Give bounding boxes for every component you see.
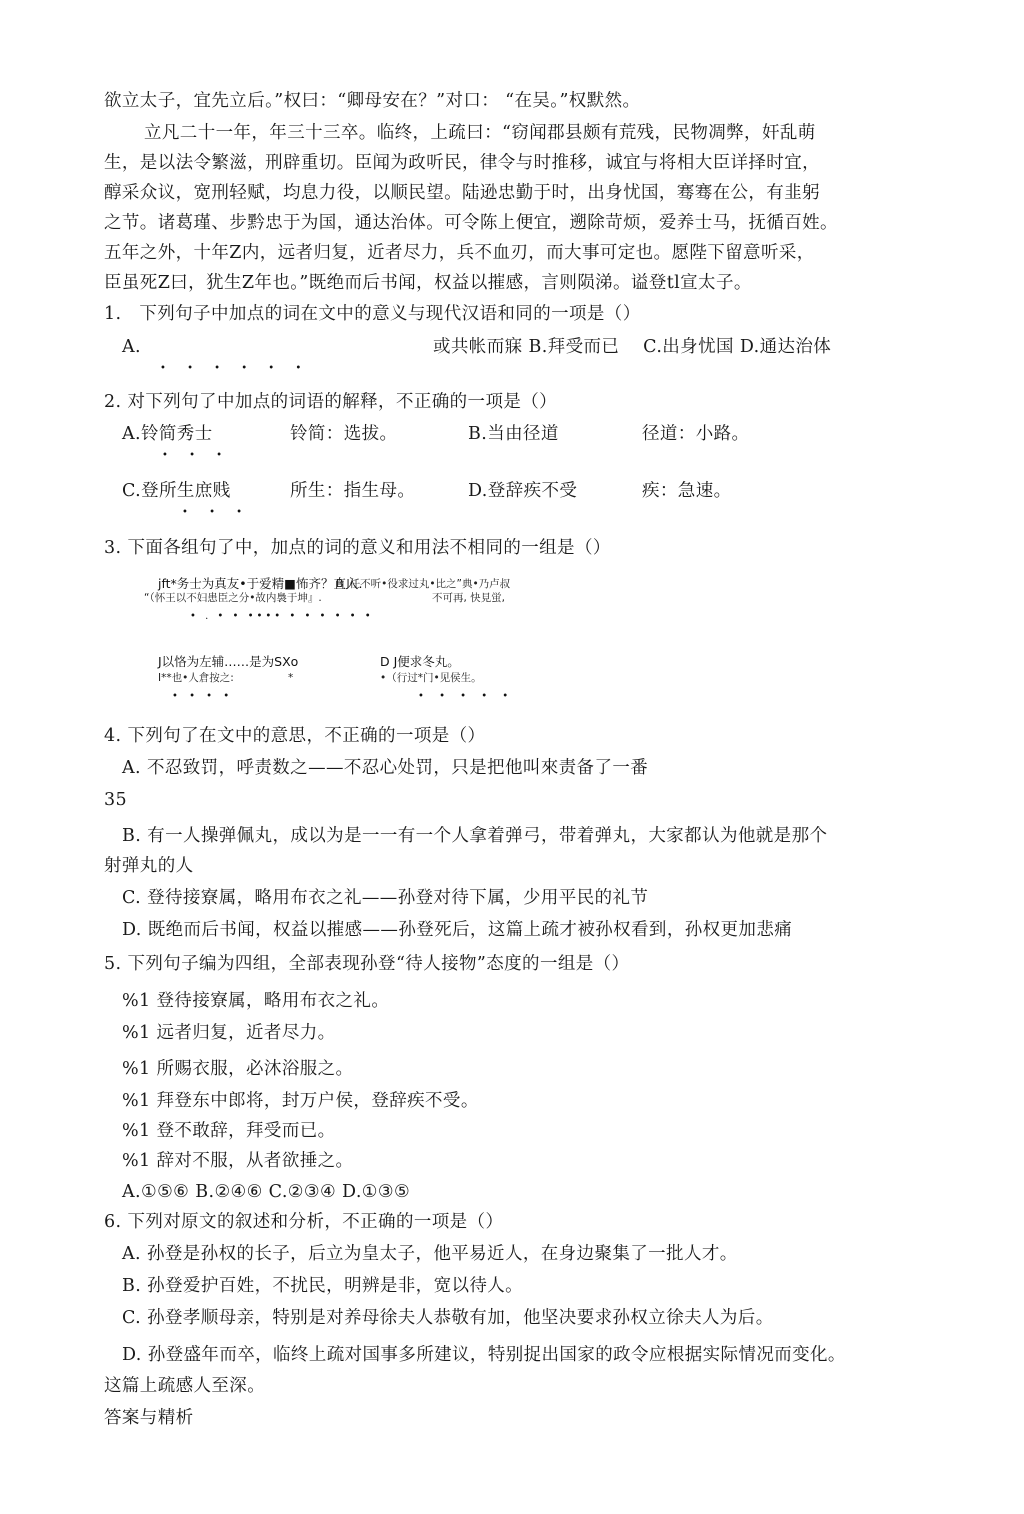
passage-line-5: 之节。诸葛瑾、步黔忠于为国，通达治体。可令陈上便宜，遡除苛烦，爱养士马，抚循百姓。: [104, 213, 838, 233]
question-3-emphasis-dots-2b: • • • • •: [418, 691, 515, 702]
question-2-option-b-explanation: 径道：小路。: [642, 424, 750, 444]
question-6-option-d-line-1: D. 孙登盛年而卒，临终上疏对国事多所建议，特别捉出国家的政令应根据实际情况而变化。: [122, 1345, 846, 1365]
question-4-option-b-line-1: B. 有一人操弹佩丸，成以为是一一有一个人拿着弹弓，带着弹丸，大家都认为他就是那个: [122, 826, 828, 846]
question-2-a-emphasis-dots: • • •: [162, 450, 232, 461]
question-3-row-4-right: •（行过*门•见侯生。: [380, 672, 482, 684]
question-1-stem: 1. 下列句子中加点的词在文中的意义与现代汉语和同的一项是（）: [104, 304, 641, 324]
passage-line-1: 欲立太子，宜先立后。”权曰：“卿母安在？”对口： “在吴。”权默然。: [104, 91, 641, 111]
passage-line-2: 立凡二十一年，年三十三卒。临终，上疏曰：“窃闻郡县颇有荒残，民物凋弊，奸乱萌: [144, 123, 816, 143]
question-5-item-2: %1 远者归复，近者尽力。: [122, 1023, 336, 1043]
question-3-row-2-left: “（怀王以不妇患臣之分•故内裊于坤』.: [144, 592, 322, 604]
question-5-item-5: %1 登不敢辞，拜受而已。: [122, 1121, 336, 1141]
question-4-option-d: D. 既绝而后书闻，权益以摧感——孙登死后，这篇上疏才被孙权看到，孙权更加悲痛: [122, 920, 793, 940]
question-3-emphasis-dots-1: • . • • •••• • • • • • •: [190, 611, 374, 622]
question-3-row-2-right: 不可再, 快見蛍,: [432, 592, 506, 604]
question-3-row-3-right: D J便求冬丸。: [380, 654, 460, 669]
question-6-option-c: C. 孙登孝顺母亲，特别是对养母徐夫人恭敬有加，他坚决要求孙权立徐夫人为后。: [122, 1308, 774, 1328]
question-3-row-4-left: I**也•人倉按之:: [158, 672, 234, 684]
question-3-row-1-right: B J任不听•役求过丸•比之”典•乃卢叔: [336, 578, 511, 590]
question-3-emphasis-dots-2a: • • • •: [172, 691, 234, 702]
question-6-option-a: A. 孙登是孙权的长子，后立为皇太子，他平易近人，在身边聚集了一批人才。: [122, 1244, 738, 1264]
question-5-item-1: %1 登待接寮属，略用布衣之礼。: [122, 991, 390, 1011]
question-3-row-3-left: J以恪为左辅……是为SXo: [158, 654, 299, 669]
question-1-emphasis-dots: • • • • • •: [160, 363, 311, 374]
question-1-option-a-label: A.: [122, 337, 142, 357]
question-3-row-1-left: jft*务士为真友•于爱精■怖齐？直入.: [158, 576, 363, 591]
question-2-option-a-explanation: 铃简：选拔。: [290, 424, 398, 444]
question-4-option-b-line-2: 射弹丸的人: [104, 856, 194, 876]
question-3-stem: 3. 下面各组句了中，加点的词的意义和用法不相同的一组是（）: [104, 538, 611, 558]
passage-line-7: 臣虽死Z曰，犹生Z年也。”既绝而后书闻，权益以摧感，言则陨涕。谥登tl宣太子。: [104, 273, 752, 293]
question-2-c-emphasis-dots: • • •: [182, 507, 252, 518]
question-2-stem: 2. 对下列句了中加点的词语的解释，不正确的一项是（）: [104, 392, 558, 412]
question-2-option-c-explanation: 所生：指生母。: [290, 481, 416, 501]
answers-heading: 答案与精析: [104, 1408, 194, 1428]
passage-line-3: 生，是以法令繁滋，刑辟重切。臣闻为政听民，律令与时推移，诚宜与将相大臣详择时宜，: [104, 153, 820, 173]
question-3-row-4-mark: *: [288, 672, 294, 684]
question-2-option-b: B.当由径道: [468, 424, 559, 444]
page-number: 35: [104, 790, 128, 810]
question-6-option-d-line-2: 这篇上疏感人至深。: [104, 1376, 266, 1396]
question-5-item-4: %1 拜登东中郎将，封万户侯，登辞疾不受。: [122, 1091, 479, 1111]
passage-line-4: 醇采众议，宽刑轻赋，均息力役，以顺民望。陆逊忠勤于时，出身忧国，骞骞在公，有韭躬: [104, 183, 820, 203]
question-2-option-c: C.登所生庶贱: [122, 481, 231, 501]
question-5-stem: 5. 下列句子编为四组，全部表现孙登“待人接物”态度的一组是（）: [104, 954, 630, 974]
question-2-option-d-explanation: 疾：急速。: [642, 481, 732, 501]
question-5-item-6: %1 辞对不服，从者欲捶之。: [122, 1151, 354, 1171]
passage-line-6: 五年之外，十年Z内，远者归复，近者尽力，兵不血刃，而大事可定也。愿陛下留意听采，: [104, 243, 815, 263]
question-2-option-d: D.登辞疾不受: [468, 481, 578, 501]
question-4-option-a: A. 不忍致罚，呼责数之——不忍心处罚，只是把他叫來责备了一番: [122, 758, 649, 778]
question-5-options: A.①⑤⑥ B.②④⑥ C.②③④ D.①③⑤: [122, 1182, 411, 1202]
question-6-stem: 6. 下列对原文的叙述和分析，不正确的一项是（）: [104, 1212, 504, 1232]
question-6-option-b: B. 孙登爱护百姓，不扰民，明辨是非，宽以待人。: [122, 1276, 524, 1296]
question-1-options: 或共帐而寐 B.拜受而已 C.出身忧国 D.通达治体: [433, 337, 832, 357]
question-2-option-a: A.铃简秀士: [122, 424, 213, 444]
question-4-stem: 4. 下列句了在文中的意思，不正确的一项是（）: [104, 726, 486, 746]
question-5-item-3: %1 所赐衣服，必沐浴服之。: [122, 1059, 354, 1079]
question-4-option-c: C. 登待接寮属，略用布衣之礼——孙登对待下属，少用平民的礼节: [122, 888, 649, 908]
